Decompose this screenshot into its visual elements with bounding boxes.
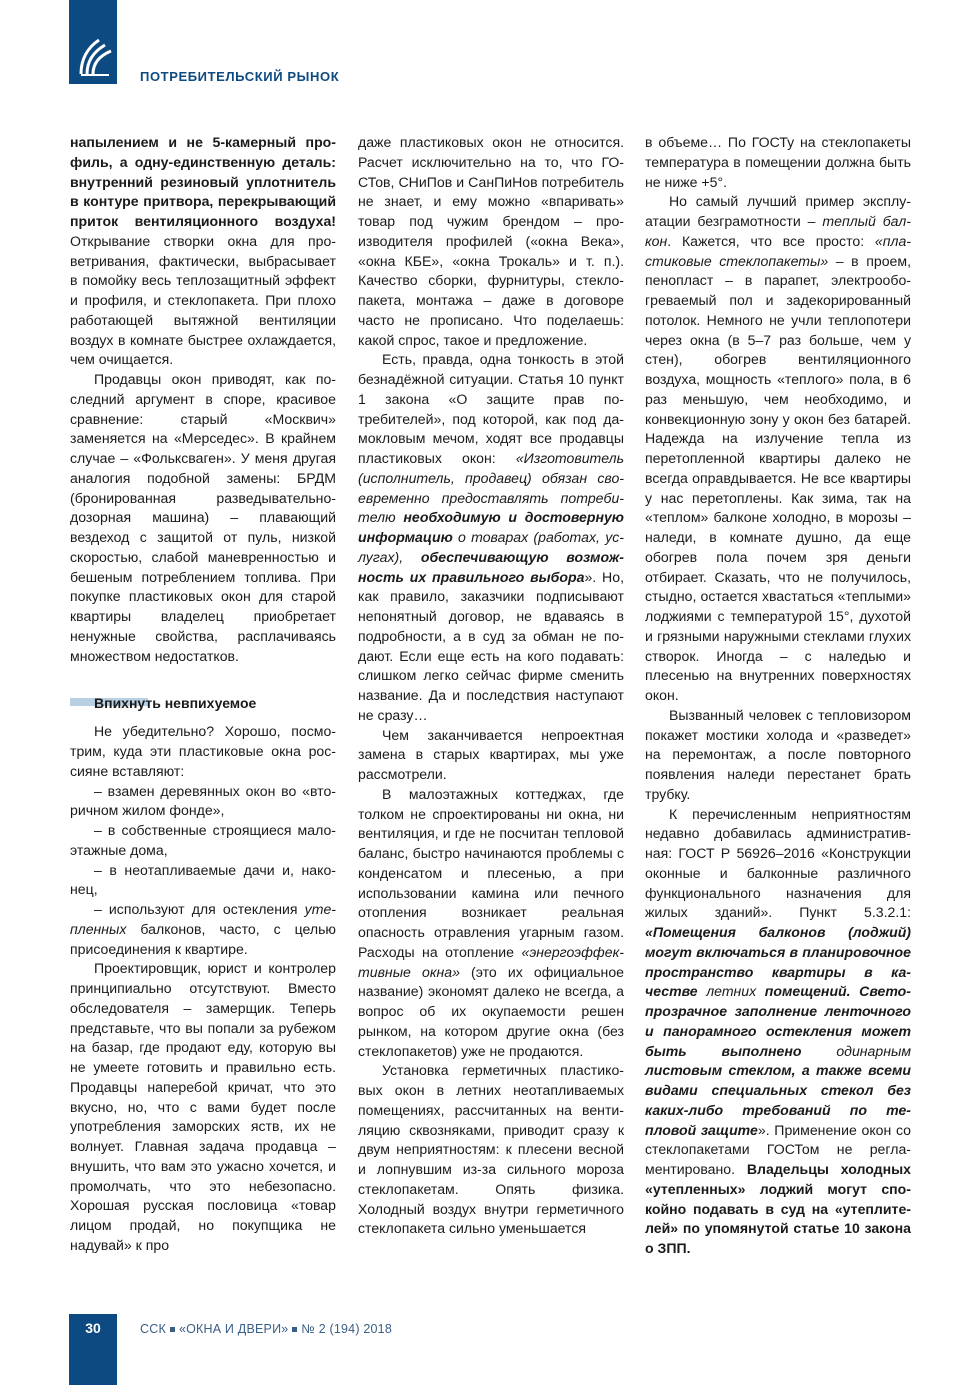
article-paragraph [358, 726, 624, 785]
article-paragraph [70, 722, 336, 781]
article-paragraph [645, 192, 911, 706]
page-number: 30 [85, 1320, 101, 1336]
text-run: утепленных [70, 901, 336, 937]
text-run: «энергоэффективные окна» [358, 943, 624, 980]
subheading [70, 694, 336, 714]
footer-publication-info [140, 1322, 392, 1336]
text-run: – в собственные строящиеся малоэтажные дома, [70, 822, 336, 858]
square-bullet-icon [170, 1327, 175, 1332]
text-run: в объеме… По ГОСТу на стеклопакеты температура в помещении должна быть не ниже +5°. [645, 134, 911, 190]
article-column-1 [70, 133, 336, 1256]
text-run: теплый балкон [645, 213, 911, 249]
text-run: Установка герметичных пластиковых окон в летних неотапливаемых помещениях, рассчитанных на вентиляцию сквозняками, приводит сразу к двум неприятностям: к плесени весной и лопнувшим из-за сильного мороза стеклопакетам. Опять физика. Холодный воздух внутри герметичного стеклопакета сильно уменьшается [358, 1062, 624, 1237]
text-run: «Изготовитель (исполнитель, продавец) обязан своевременно предоставлять потребителю [358, 450, 624, 526]
text-run: «пластиковые стеклопакеты» [645, 232, 911, 269]
article-paragraph [70, 900, 336, 959]
text-run: Проектировщик, юрист и контролер принципиально отсутствуют. Вместо обследователя – замерщик. Теперь представьте, что вы попали за рубежом на базар, где продают еду, которую вы не умеете готовить и правильно есть. Продавцы наперебой кричат, что это вкусно, но, что с вами будет после употребления заморских яств, их не волнует. Главная задача продавца – внушить, что вам это ужасно хочется, и промолчать, что это небезопасно. Хорошая русская пословица «товар лицом продай, но покупщика не надувай» к про [70, 960, 336, 1253]
text-run: Продавцы окон приводят, как последний аргумент в споре, красивое сравнение: старый «Москвич» заменяется на «Мерседес». В крайнем случае – «Фольксваген». У меня другая аналогия подобной замены: БРДМ (бронированная разведывательно-дозорная машина) – плавающий вездеход с защитой от пуль, низкой скоростью, слабой маневренностью и бешеным потреблением топлива. При покупке пластиковых окон для старой квартиры владелец приобретает ненужные свойства, расплачиваясь множеством недостатков. [70, 371, 336, 664]
text-run: – в проем, пенопласт – в парапет, электрообогреваемый пол и задекорированный потолок. Немного не учли теплопотери через окна (в 5–7 раз больше, чем у стен), обогрев вентиляционного воздуха, мощность «теплого» пола, в 6 раз меньшую, чем необходимо, и конвекционную зону у окон без батарей. Надежда на излучение тепла из перетопленной квартиры далеко не всегда оправдывается. Не все квартиры у нас перетоплены. Как зима, так на «теплом» балконе холодно, в морозы – наледи, в комнате душно, да еще обогрев пола почем зря деньги отбирает. Сказать, что не получилось, стыдно, остается хвастаться «теплыми» лоджиями с температурой 15°, духотой и грязными наружными стеклами глухих створок. Иногда – с наледью и плесенью на внутренних поверхностях окон. [645, 252, 911, 703]
text-run: Открывание створки окна для проветривания, фактически, выбрасывает в помойку весь теплозащитный эффект и профиля, и стеклопакета. При плохо работающей вытяжной вентиляции воздух в комнате быстрее охлаждается, чем очищается. [70, 232, 336, 368]
text-run: Владельцы холодных «утепленных» лоджий могут спокойно подавать в суд на «утеплителей» по упомянутой статье 10 закона о ЗПП. [645, 1161, 911, 1256]
text-run: – взамен деревянных окон во «вторичном жилом фонде», [70, 782, 336, 819]
article-paragraph [645, 133, 911, 192]
article-column-3 [645, 133, 911, 1259]
text-run: Не убедительно? Хорошо, посмотрим, куда эти пластиковые окна россияне вставляют: [70, 723, 336, 779]
text-run: балконов, часто, с целью присоединения к квартире. [70, 920, 336, 957]
footer-publisher: ССК [140, 1322, 166, 1336]
text-run: Есть, правда, одна тонкость в этой безнадёжной ситуации. Статья 10 пункт 1 закона «О защите прав потребителей», под которой, как под дамокловым мечом, ходят все продавцы пластиковых окон: [358, 351, 624, 466]
text-run: Но самый лучший пример эксплуатации безграмотности – [645, 193, 911, 229]
text-run: – в неотапливаемые дачи и, наконец, [70, 861, 336, 898]
text-run: Чем заканчивается непроектная замена в старых квартирах, мы уже рассмотрели. [358, 726, 624, 782]
article-paragraph [70, 133, 336, 370]
article-paragraph [645, 805, 911, 1259]
text-run: Вызванный человек с тепловизором покажет мостики холода и «разведет» на перемонтаж, а после повторного появления наледи перестанет брать трубку. [645, 706, 911, 802]
subheading-text: Впихнуть невпихуемое [94, 695, 257, 712]
text-run: листовым стеклом, а также всеми видами специальных стекол без каких-либо требований по тепловой защите [645, 1062, 911, 1138]
article-column-2 [358, 133, 624, 1239]
text-run: К перечисленным неприятностям недавно добавилась административная: ГОСТ Р 56926–2016 «Конструкции оконные и балконные различного функционального назначения для жилых зданий». Пункт 5.3.2.1: [645, 805, 911, 921]
article-paragraph [358, 785, 624, 1062]
text-run: ». Применение окон со стеклопакетами ГОСТом не регламентировано. [645, 1121, 911, 1177]
text-run: помещений. Светопрозрачное заполнение ленточного и панорамного остекления может быть выполнено [645, 983, 911, 1059]
text-run: ». Но, как правило, заказчики подписывают непонятный договор, не вдаваясь в подробности, а в суд за обман не подают. Если еще есть на кого подавать: слишком легко сейчас фирме сменить название. Да и последствия наступают не сразу… [358, 568, 624, 723]
text-run: В малоэтажных коттеджах, где толком не спроектированы ни окна, ни вентиляция, и где не посчитан тепловой баланс, быстро начинаются проблемы с конденсатом и плесенью, а при использовании камина или печного отопления возникает реальная опасность отравления угарным газом. Расходы на отопление [358, 785, 624, 960]
article-paragraph [70, 821, 336, 861]
article-paragraph [70, 782, 336, 822]
header-brand-block [69, 0, 117, 84]
article-paragraph [358, 133, 624, 350]
text-run: одинарным [836, 1042, 911, 1059]
text-run: обеспечивающую возможность их правильного выбора [358, 548, 624, 585]
footer-issue: № 2 (194) 2018 [301, 1322, 392, 1336]
magazine-logo-icon [75, 34, 113, 78]
article-paragraph [70, 370, 336, 666]
footer-magazine-title: «ОКНА И ДВЕРИ» [178, 1322, 289, 1336]
article-paragraph [358, 350, 624, 725]
article-paragraph [70, 959, 336, 1255]
text-run: необходимую и достоверную информацию [358, 509, 624, 545]
article-paragraph [645, 706, 911, 805]
section-title: ПОТРЕБИТЕЛЬСКИЙ РЫНОК [140, 69, 340, 84]
page-number-block [69, 1314, 117, 1385]
square-bullet-icon [292, 1327, 297, 1332]
text-run: (это их официальное название) экономят далеко не всегда, а вопрос об их окупаемости решен рынком, на котором другие окна (без стеклопакетов) уже не продаются. [358, 963, 624, 1059]
text-run: «Помещения балконов (лоджий) могут включаться в планировочное пространство квартиры в качестве [645, 924, 911, 1000]
text-run: о товарах (работах, услугах), [358, 529, 624, 565]
text-run: летних [706, 983, 757, 1000]
text-run: – используют для остекления [94, 901, 305, 917]
text-run: напылением и не 5-камерный профиль, а одну-единственную деталь: внутренний резиновый уплотнитель в контуре притвора, перекрывающий приток вентиляционного воздуха! [70, 134, 336, 229]
text-run: . Кажется, что все просто: [667, 232, 875, 249]
text-run: даже пластиковых окон не относится. Расчет исключительно на то, что ГОСТов, СНиПов и СанПиНов потребитель не знает, и ему можно «впаривать» товар под чужим брендом – производителя профилей («окна Века», «окна КБЕ», «окна Трокаль» и т. п.). Качество сборки, фурнитуры, стеклопакета, монтажа – даже в договоре часто не прописано. Что поделаешь: какой спрос, такое и предложение. [358, 134, 624, 348]
article-paragraph [358, 1061, 624, 1239]
article-paragraph [70, 861, 336, 901]
